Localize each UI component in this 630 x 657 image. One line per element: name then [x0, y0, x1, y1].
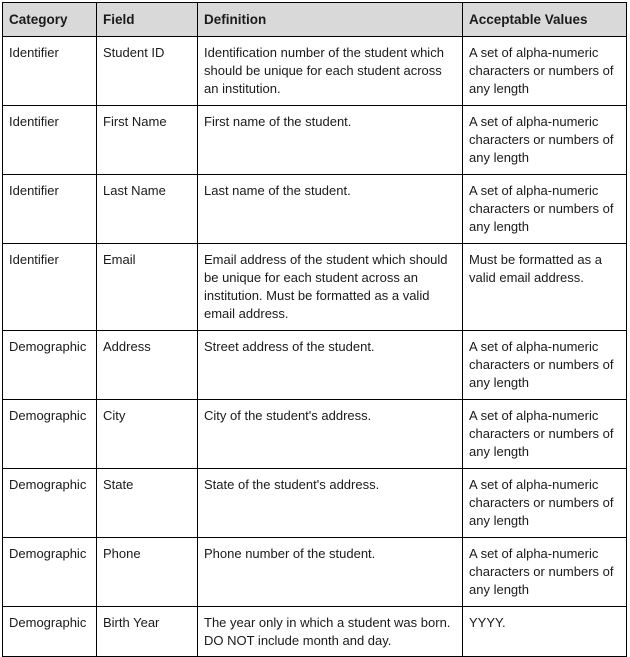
cell-field: Phone [97, 538, 198, 607]
table-row [3, 37, 627, 106]
cell-definition: The year only in which a student was born. DO NOT include month and day. [198, 607, 463, 657]
cell-acceptable-values: A set of alpha-numeric characters or numbers of any length [463, 331, 627, 400]
cell-field: First Name [97, 106, 198, 175]
cell-category: Demographic [3, 331, 97, 400]
cell-definition: Last name of the student. [198, 175, 463, 244]
table-row [3, 469, 627, 538]
cell-acceptable-values: A set of alpha-numeric characters or numbers of any length [463, 400, 627, 469]
header-field: Field [97, 3, 198, 37]
cell-definition: Phone number of the student. [198, 538, 463, 607]
table-row [3, 175, 627, 244]
cell-acceptable-values: Must be formatted as a valid email address. [463, 244, 627, 331]
cell-definition: State of the student's address. [198, 469, 463, 538]
cell-field: Address [97, 331, 198, 400]
table-row [3, 400, 627, 469]
cell-category: Identifier [3, 37, 97, 106]
header-category: Category [3, 3, 97, 37]
table-row [3, 244, 627, 331]
cell-definition: Identification number of the student which should be unique for each student across an institution. [198, 37, 463, 106]
cell-definition: City of the student's address. [198, 400, 463, 469]
header-acceptable-values: Acceptable Values [463, 3, 627, 37]
table-row [3, 331, 627, 400]
cell-category: Demographic [3, 607, 97, 657]
cell-field: State [97, 469, 198, 538]
table-row [3, 106, 627, 175]
cell-field: Email [97, 244, 198, 331]
cell-field: Birth Year [97, 607, 198, 657]
table-row [3, 607, 627, 657]
cell-acceptable-values: A set of alpha-numeric characters or numbers of any length [463, 469, 627, 538]
cell-category: Demographic [3, 469, 97, 538]
cell-category: Identifier [3, 175, 97, 244]
header-row [3, 3, 627, 37]
table-body [3, 37, 627, 657]
cell-field: City [97, 400, 198, 469]
cell-acceptable-values: YYYY. [463, 607, 627, 657]
cell-field: Last Name [97, 175, 198, 244]
cell-acceptable-values: A set of alpha-numeric characters or numbers of any length [463, 175, 627, 244]
table-row [3, 538, 627, 607]
cell-definition: Street address of the student. [198, 331, 463, 400]
cell-category: Demographic [3, 400, 97, 469]
cell-category: Demographic [3, 538, 97, 607]
cell-acceptable-values: A set of alpha-numeric characters or numbers of any length [463, 37, 627, 106]
cell-category: Identifier [3, 244, 97, 331]
cell-field: Student ID [97, 37, 198, 106]
cell-category: Identifier [3, 106, 97, 175]
table-header [3, 3, 627, 37]
cell-definition: First name of the student. [198, 106, 463, 175]
data-dictionary-table [2, 2, 627, 657]
cell-definition: Email address of the student which should be unique for each student across an institution. Must be formatted as a valid email address. [198, 244, 463, 331]
cell-acceptable-values: A set of alpha-numeric characters or numbers of any length [463, 106, 627, 175]
header-definition: Definition [198, 3, 463, 37]
cell-acceptable-values: A set of alpha-numeric characters or numbers of any length [463, 538, 627, 607]
